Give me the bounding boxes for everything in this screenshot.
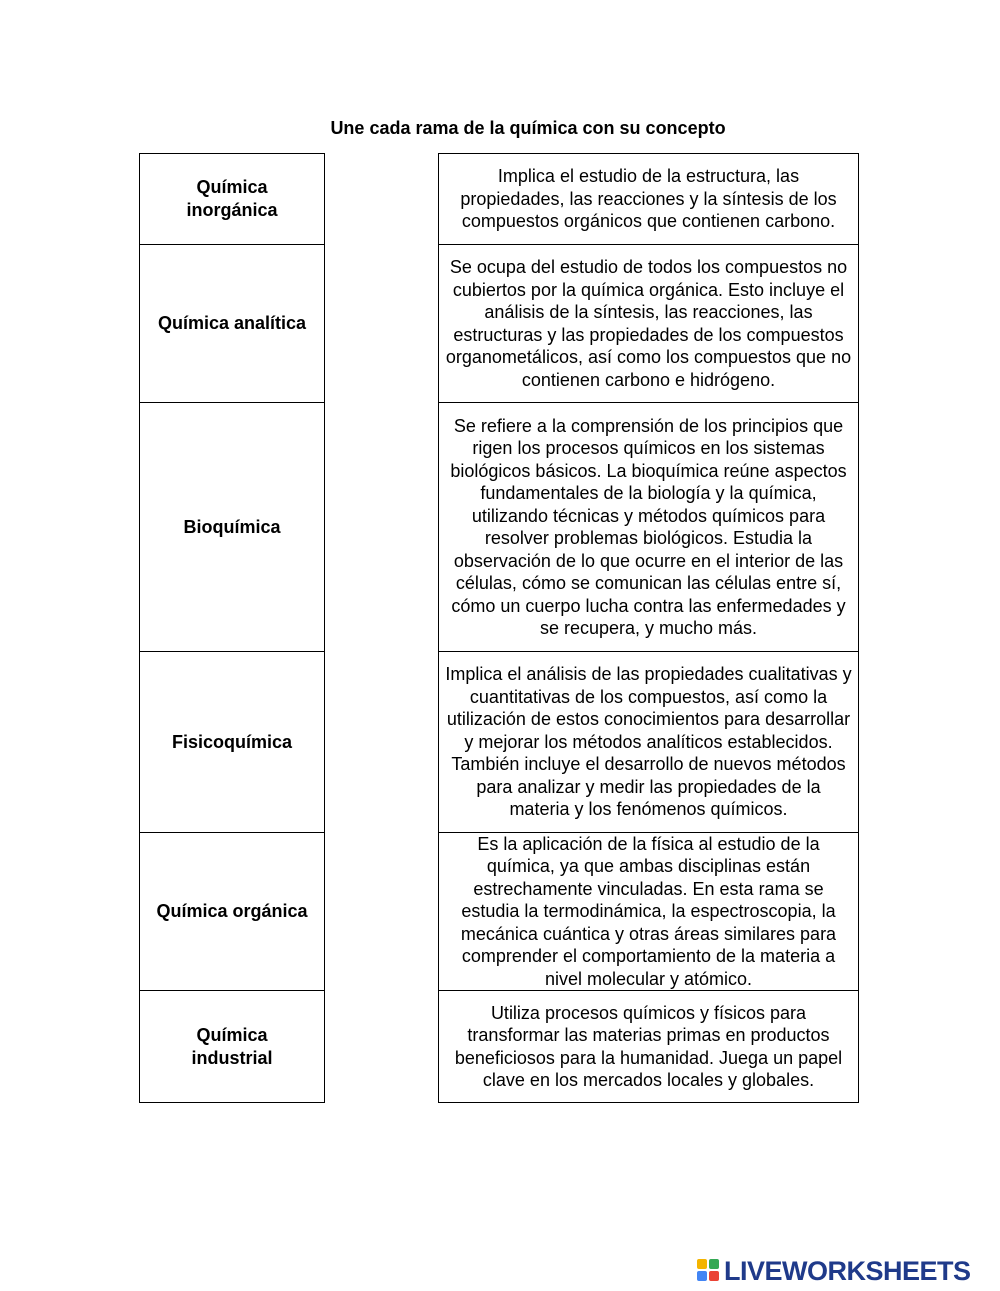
concept-text: Se refiere a la comprensión de los principios que rigen los procesos químicos en los sistemas biológicos básicos. La bioquímica reúne aspectos fundamentales de la biología y la química, utilizando técnicas y métodos químicos para resolver problemas biológicos. Estudia la observación de lo que ocurre en el interior de las células, cómo se comunican las células entre sí, cómo un cuerpo lucha contra las enfermedades y se recupera, y mucho más. <box>450 415 847 638</box>
branch-cell-fisicoquimica[interactable] <box>139 651 325 833</box>
logo-square <box>709 1259 719 1269</box>
concept-cell-2[interactable] <box>438 244 859 403</box>
liveworksheets-logo <box>697 1256 971 1286</box>
concept-cell-5[interactable] <box>438 832 859 991</box>
branch-cell-quimica-industrial[interactable] <box>139 990 325 1103</box>
concept-cell-6[interactable] <box>438 990 859 1103</box>
concept-text: Es la aplicación de la física al estudio de la química, ya que ambas disciplinas están estrechamente vinculadas. En esta rama se estudia la termodinámica, la espectroscopia, la mecánica cuántica y otras áreas similares para comprender el comportamiento de la materia a nivel molecular y atómico. <box>460 833 837 989</box>
worksheet-title: Une cada rama de la química con su concepto <box>330 118 726 138</box>
branch-label: Química analítica <box>157 313 307 333</box>
concept-text: Se ocupa del estudio de todos los compuestos no cubiertos por la química orgánica. Esto incluye el análisis de la síntesis, las reacciones, las estructuras y las propiedades de los compuestos organometálicos, así como los compuestos que no contienen carbono e hidrógeno. <box>445 257 852 390</box>
branch-cell-quimica-analitica[interactable] <box>139 244 325 403</box>
logo-square <box>709 1271 719 1281</box>
branch-cell-quimica-organica[interactable] <box>139 832 325 991</box>
concept-cell-3[interactable] <box>438 402 859 652</box>
branch-label: Fisicoquímica <box>171 731 293 752</box>
branch-label: Química inorgánica <box>186 177 278 220</box>
branch-label: Química industrial <box>191 1024 273 1068</box>
liveworksheets-logo-icon <box>697 1259 721 1283</box>
branch-cell-bioquimica[interactable] <box>139 402 325 652</box>
branch-label: Bioquímica <box>183 516 281 537</box>
logo-square <box>697 1271 707 1281</box>
concept-cell-4[interactable] <box>438 651 859 833</box>
branch-cell-quimica-inorganica[interactable] <box>139 153 325 245</box>
logo-text: LIVEWORKSHEETS <box>724 1256 971 1286</box>
concept-text: Utiliza procesos químicos y físicos para transformar las materias primas en productos beneficiosos para la humanidad. Juega un papel clave en los mercados locales y globales. <box>454 1002 843 1090</box>
logo-square <box>697 1259 707 1269</box>
concept-cell-1[interactable] <box>438 153 859 245</box>
branch-label: Química orgánica <box>156 901 308 921</box>
concept-text: Implica el estudio de la estructura, las propiedades, las reacciones y la síntesis de los compuestos orgánicos que contienen carbono. <box>460 166 837 232</box>
concept-text: Implica el análisis de las propiedades cualitativas y cuantitativas de los compuestos, así como la utilización de estos conocimientos para desarrollar y mejorar los métodos analíticos establecidos. También incluye el desarrollo de nuevos métodos para analizar y medir las propiedades de la materia y los fenómenos químicos. <box>445 664 852 820</box>
